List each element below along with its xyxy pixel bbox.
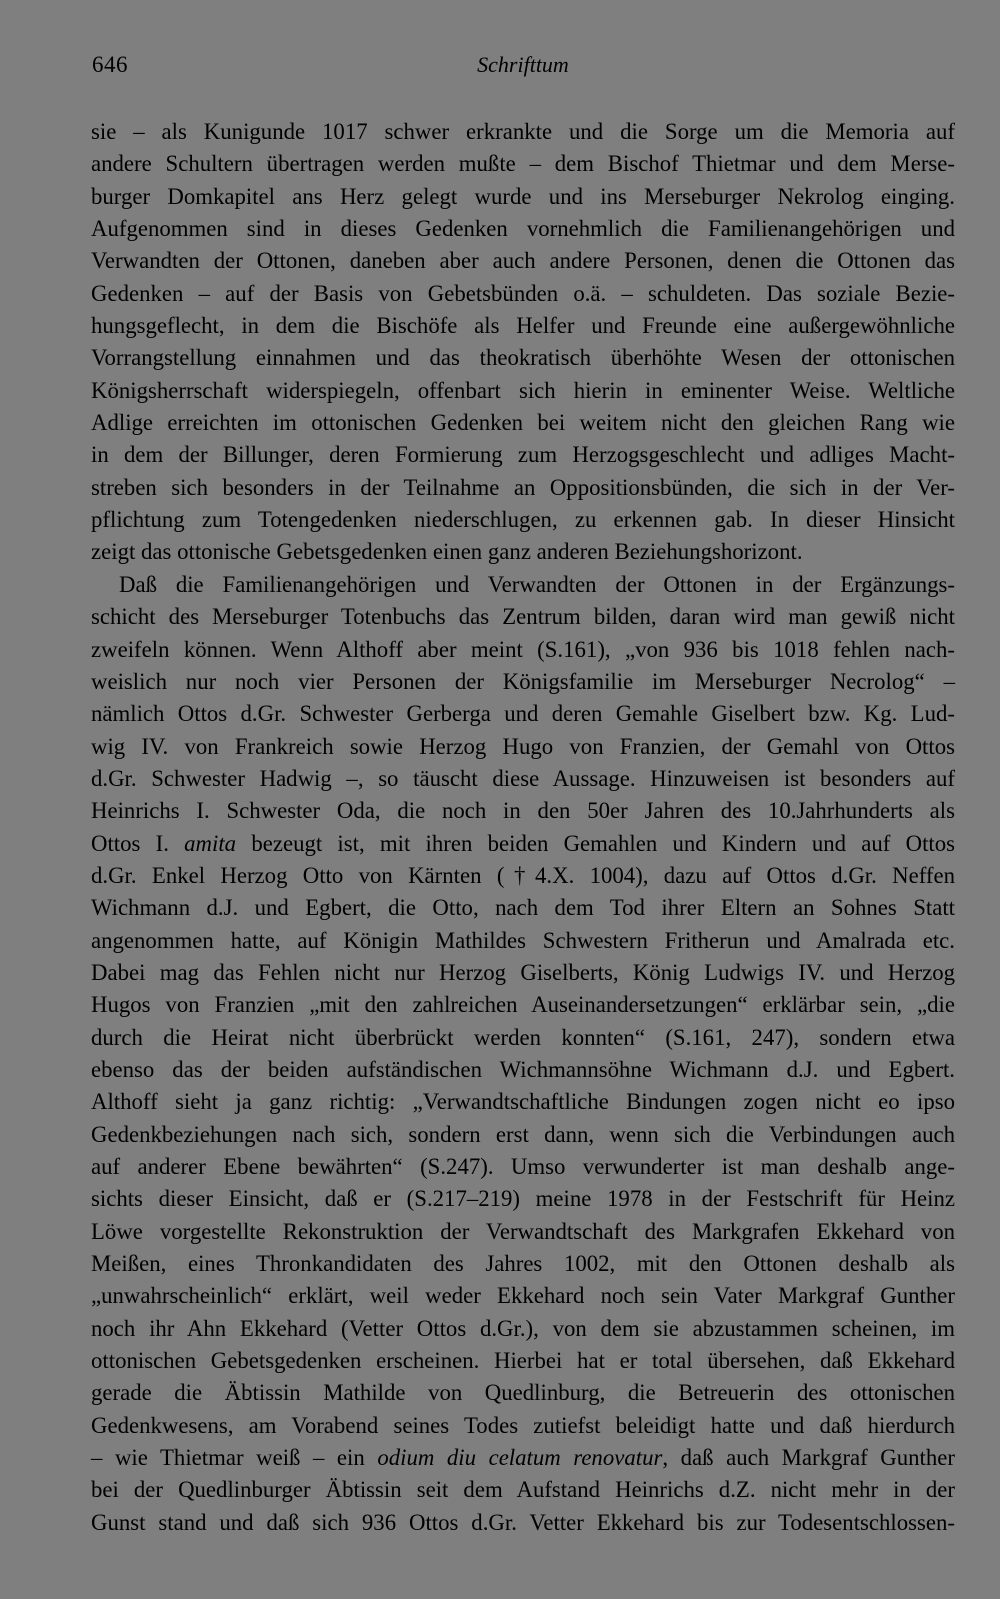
text-line: gerade die Äbtissin Mathilde von Quedlinburg, die Betreuerin des ottonischen <box>91 1380 955 1406</box>
text-line: Wichmann d.J. und Egbert, die Otto, nach dem Tod ihrer Eltern an Sohnes Statt <box>91 895 955 921</box>
text-line: d.Gr. Schwester Hadwig –, so täuscht diese Aussage. Hinzuweisen ist besonders auf <box>91 765 955 791</box>
text-line: schicht des Merseburger Totenbuchs das Zentrum bilden, daran wird man gewiß nicht <box>91 604 955 630</box>
text-line: durch die Heirat nicht überbrückt werden konnten“ (S.161, 247), sondern etwa <box>91 1024 955 1050</box>
text-line: Daß die Familienangehörigen und Verwandten der Ottonen in der Ergänzungs- <box>119 571 955 597</box>
text-line: Meißen, eines Thronkandidaten des Jahres 1002, mit den Ottonen deshalb als <box>91 1251 955 1277</box>
text-line: Königsherrschaft widerspiegeln, offenbart sich hierin in eminenter Weise. Weltliche <box>91 377 955 403</box>
text-line: sichts dieser Einsicht, daß er (S.217–219) meine 1978 in der Festschrift für Heinz <box>91 1186 955 1212</box>
text-line: Ottos I. amita bezeugt ist, mit ihren beiden Gemahlen und Kindern und auf Ottos <box>91 830 955 856</box>
text-line: Vorrangstellung einnahmen und das theokratisch überhöhte Wesen der ottonischen <box>91 345 955 371</box>
text-line: streben sich besonders in der Teilnahme an Oppositionsbünden, die sich in der Ver- <box>91 474 955 500</box>
text-line: Gedenkwesens, am Vorabend seines Todes zutiefst beleidigt hatte und daß hierdurch <box>91 1412 955 1438</box>
text-line: in dem der Billunger, deren Formierung zum Herzogsgeschlecht und adliges Macht- <box>91 442 955 468</box>
text-line: Löwe vorgestellte Rekonstruktion der Verwandtschaft des Markgrafen Ekkehard von <box>91 1218 955 1244</box>
text-line: Gedenkbeziehungen nach sich, sondern erst dann, wenn sich die Verbindungen auch <box>91 1121 955 1147</box>
text-line: sie – als Kunigunde 1017 schwer erkrankte und die Sorge um die Memoria auf <box>91 119 955 144</box>
text-line: andere Schultern übertragen werden mußte – dem Bischof Thietmar und dem Merse- <box>91 151 955 177</box>
text-line: Adlige erreichten im ottonischen Gedenken bei weitem nicht den gleichen Rang wie <box>91 410 955 436</box>
text-line: Gedenken – auf der Basis von Gebetsbünden o.ä. – schuldeten. Das soziale Bezie- <box>91 280 955 306</box>
body-text <box>91 116 955 1539</box>
text-line: ebenso das der beiden aufständischen Wichmannsöhne Wichmann d.J. und Egbert. <box>91 1056 955 1082</box>
text-line: – wie Thietmar weiß – ein odium diu celatum renovatur, daß auch Markgraf Gunther <box>91 1445 955 1471</box>
text-line: ottonischen Gebetsgedenken erscheinen. Hierbei hat er total übersehen, daß Ekkehard <box>91 1348 955 1374</box>
text-line: pflichtung zum Totengedenken niederschlugen, zu erkennen gab. In dieser Hinsicht <box>91 507 955 533</box>
text-line: bei der Quedlinburger Äbtissin seit dem Aufstand Heinrichs d.Z. nicht mehr in der <box>91 1477 955 1503</box>
text-line: Gunst stand und daß sich 936 Ottos d.Gr. Vetter Ekkehard bis zur Todesentschlossen- <box>91 1509 955 1535</box>
text-line: zweifeln können. Wenn Althoff aber meint (S.161), „von 936 bis 1018 fehlen nach- <box>91 636 955 662</box>
text-line: „unwahrscheinlich“ erklärt, weil weder Ekkehard noch sein Vater Markgraf Gunther <box>91 1283 955 1309</box>
text-line: Hugos von Franzien „mit den zahlreichen Auseinandersetzungen“ erklärbar sein, „die <box>91 992 955 1018</box>
text-line: burger Domkapitel ans Herz gelegt wurde und ins Merseburger Nekrolog einging. <box>91 183 955 209</box>
text-line: angenommen hatte, auf Königin Mathildes Schwestern Fritherun und Amalrada etc. <box>91 927 955 953</box>
text-line: Heinrichs I. Schwester Oda, die noch in den 50er Jahren des 10.Jahrhunderts als <box>91 798 955 824</box>
page-number: 646 <box>92 52 128 77</box>
page-header <box>92 52 954 88</box>
text-line: wig IV. von Frankreich sowie Herzog Hugo von Franzien, der Gemahl von Ottos <box>91 733 955 759</box>
text-line: Aufgenommen sind in dieses Gedenken vornehmlich die Familienangehörigen und <box>91 216 955 242</box>
text-line: nämlich Ottos d.Gr. Schwester Gerberga und deren Gemahle Giselbert bzw. Kg. Lud- <box>91 701 955 727</box>
text-line: d.Gr. Enkel Herzog Otto von Kärnten (†4.X. 1004), dazu auf Ottos d.Gr. Neffen <box>91 862 955 888</box>
text-line: noch ihr Ahn Ekkehard (Vetter Ottos d.Gr.), von dem sie abzustammen scheinen, im <box>91 1315 955 1341</box>
running-head: Schrifttum <box>477 52 569 77</box>
text-line: Verwandten der Ottonen, daneben aber auch andere Personen, denen die Ottonen das <box>91 248 955 274</box>
text-line: weislich nur noch vier Personen der Königsfamilie im Merseburger Necrolog“ – <box>91 668 955 694</box>
text-line: Althoff sieht ja ganz richtig: „Verwandtschaftliche Bindungen zogen nicht eo ipso <box>91 1089 955 1115</box>
text-line: auf anderer Ebene bewährten“ (S.247). Umso verwunderter ist man deshalb ange- <box>91 1154 955 1179</box>
text-line: zeigt das ottonische Gebetsgedenken einen ganz anderen Beziehungshorizont. <box>91 539 803 565</box>
text-line: Dabei mag das Fehlen nicht nur Herzog Giselberts, König Ludwigs IV. und Herzog <box>91 959 955 985</box>
text-line: hungsgeflecht, in dem die Bischöfe als Helfer und Freunde eine außergewöhnliche <box>91 313 955 339</box>
